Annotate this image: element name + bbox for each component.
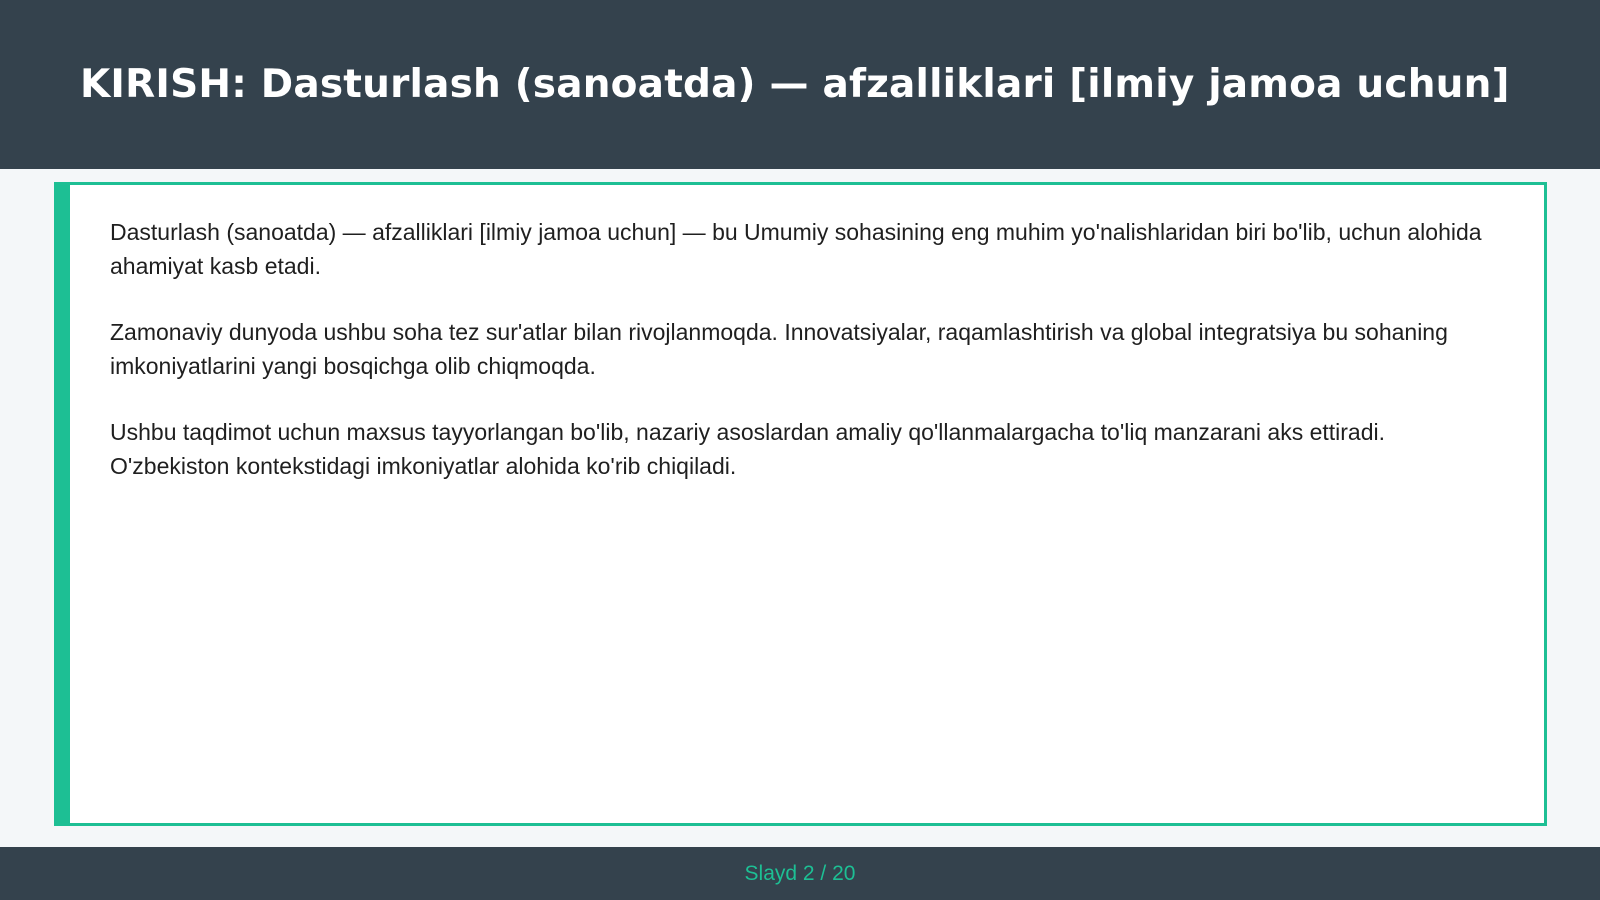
slide-footer xyxy=(0,847,1600,900)
slide-title: KIRISH: Dasturlash (sanoatda) — afzalliklari [ilmiy jamoa uchun] xyxy=(80,62,1510,107)
intro-paragraph: Dasturlash (sanoatda) — afzalliklari [ilmiy jamoa uchun] — bu Umumiy sohasining eng muhim yo'nalishlaridan biri bo'lib, uchun alohida ahamiyat kasb etadi. xyxy=(110,219,1482,279)
content-box xyxy=(54,182,1547,826)
modern-world-paragraph: Zamonaviy dunyoda ushbu soha tez sur'atlar bilan rivojlanmoqda. Innovatsiyalar, raqamlashtirish va global integratsiya bu sohaning imkoniyatlarini yangi bosqichga olib chiqmoqda. xyxy=(110,319,1448,379)
presentation-paragraph: Ushbu taqdimot uchun maxsus tayyorlangan bo'lib, nazariy asoslardan amaliy qo'llanmalargacha to'liq manzarani aks ettiradi. O'zbekiston kontekstidagi imkoniyatlar alohida ko'rib chiqiladi. xyxy=(110,419,1386,479)
slide-header xyxy=(0,0,1600,169)
slide-number: Slayd 2 / 20 xyxy=(744,861,856,885)
